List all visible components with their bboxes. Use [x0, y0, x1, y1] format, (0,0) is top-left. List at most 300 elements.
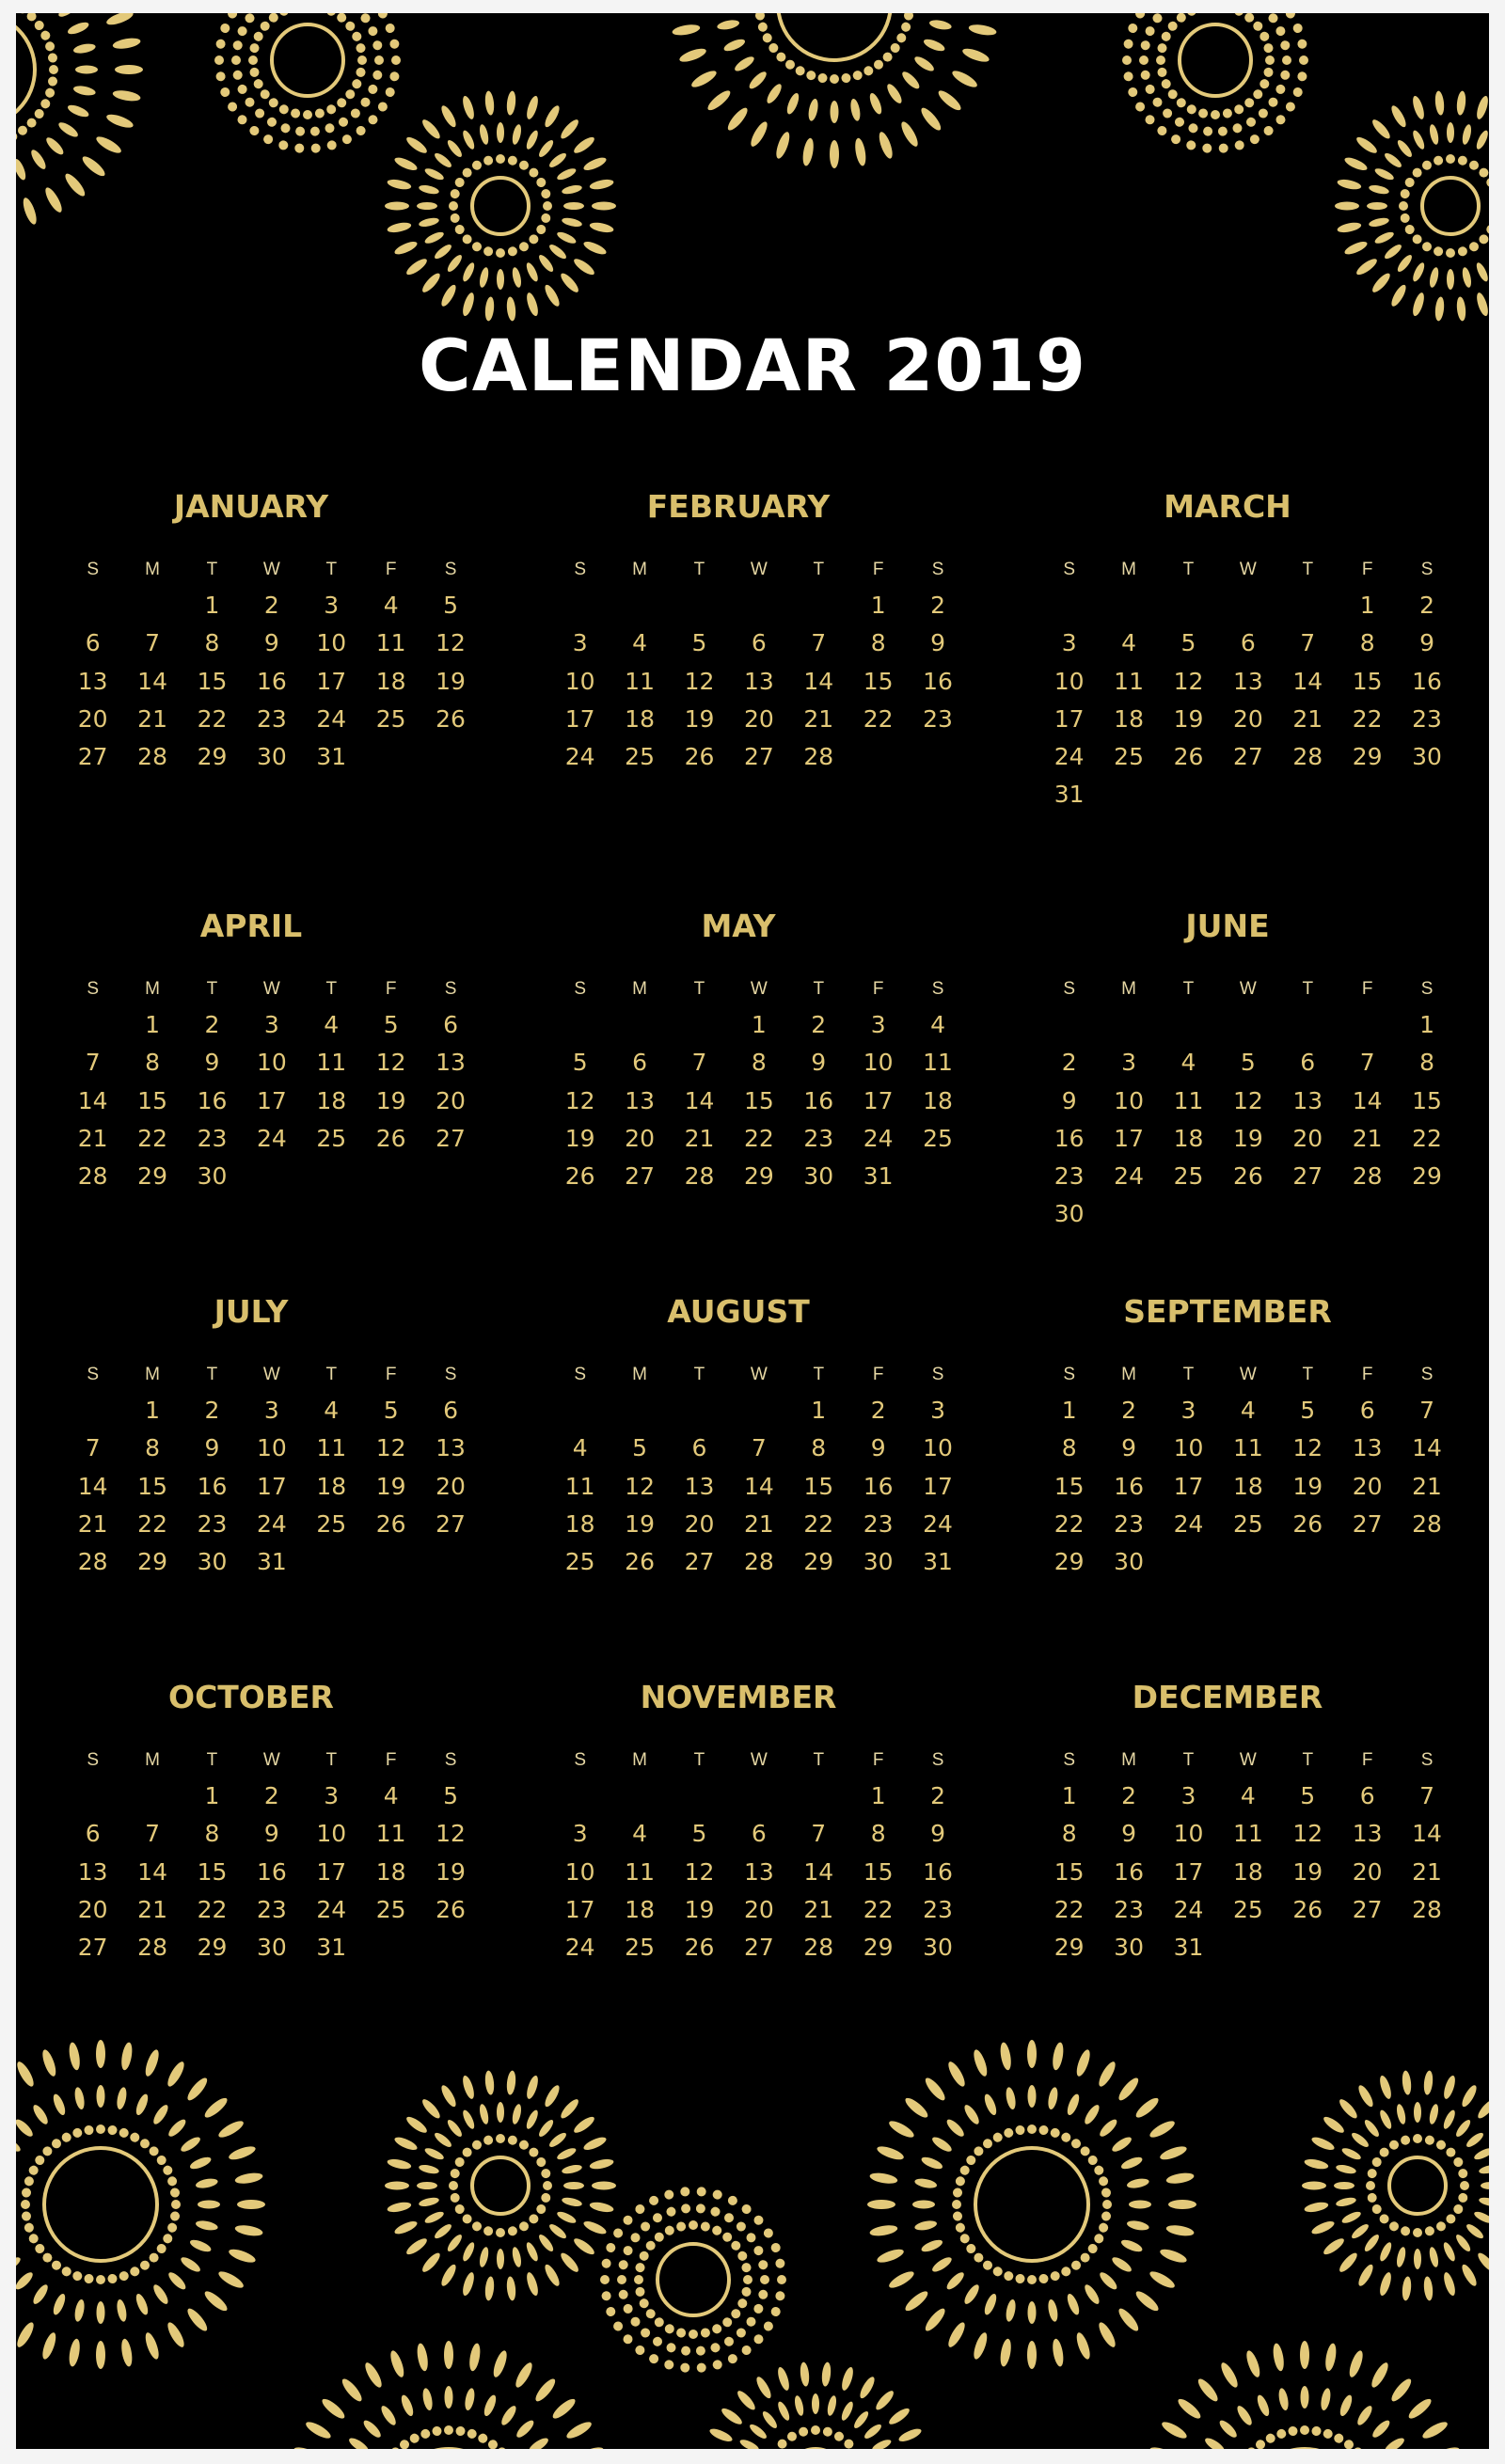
day-cell: 6	[1240, 629, 1256, 657]
day-cell: 17	[1173, 1857, 1204, 1886]
empty-cell	[610, 587, 669, 624]
day-cell: 14	[77, 1086, 108, 1114]
day-cell: 30	[1412, 743, 1442, 771]
day-cell: 20	[1232, 704, 1263, 733]
day-cell: 6	[632, 1049, 648, 1077]
day-cell: 26	[1292, 1509, 1323, 1538]
weekday-header: T	[206, 560, 218, 579]
day-cell: 30	[197, 1162, 228, 1191]
day-cell: 9	[263, 1820, 279, 1848]
weekday-header: M	[145, 560, 160, 579]
day-cell: 16	[197, 1472, 228, 1500]
day-grid	[550, 1358, 953, 1581]
day-cell: 8	[204, 629, 220, 657]
day-cell: 10	[1114, 1086, 1144, 1114]
day-cell: 12	[1173, 667, 1204, 695]
weekday-header: T	[813, 1750, 825, 1770]
day-cell: 14	[803, 667, 834, 695]
weekday-header: S	[87, 560, 100, 579]
day-cell: 9	[930, 629, 945, 657]
day-cell: 19	[375, 1472, 406, 1500]
empty-cell	[789, 1777, 848, 1815]
day-cell: 9	[930, 1820, 945, 1848]
day-cell: 4	[930, 1011, 945, 1038]
weekday-header: S	[931, 1750, 944, 1770]
month-september	[1039, 1288, 1442, 1576]
month-march	[1039, 483, 1442, 809]
day-cell: 16	[923, 1857, 953, 1886]
weekday-header: S	[574, 1750, 587, 1770]
month-august	[550, 1288, 953, 1576]
day-cell: 19	[375, 1086, 406, 1114]
day-cell: 28	[137, 1934, 167, 1962]
day-cell: 22	[863, 1895, 894, 1923]
day-cell: 10	[256, 1049, 287, 1077]
day-cell: 6	[1359, 1397, 1375, 1424]
weekday-header: T	[206, 1365, 218, 1384]
day-cell: 22	[197, 704, 228, 733]
month-april	[63, 903, 466, 1191]
weekday-header: T	[325, 979, 338, 999]
day-cell: 6	[751, 629, 767, 657]
day-cell: 10	[1054, 667, 1085, 695]
day-cell: 14	[743, 1472, 774, 1500]
day-cell: 7	[145, 1820, 161, 1848]
weekday-header: M	[145, 979, 160, 999]
day-cell: 23	[256, 1895, 287, 1923]
day-cell: 16	[1114, 1472, 1144, 1500]
weekday-header: S	[574, 979, 587, 999]
day-cell: 8	[1061, 1434, 1077, 1462]
day-cell: 22	[1352, 704, 1383, 733]
sunburst-ornament	[385, 90, 616, 322]
day-cell: 30	[1114, 1548, 1144, 1576]
day-cell: 1	[751, 1011, 767, 1038]
sunburst-ornament	[214, 13, 401, 153]
day-cell: 3	[870, 1011, 886, 1038]
day-cell: 12	[1292, 1820, 1323, 1848]
day-cell: 4	[324, 1397, 340, 1424]
day-cell: 11	[625, 667, 655, 695]
empty-cell	[670, 1777, 729, 1815]
weekday-header: S	[444, 1750, 457, 1770]
day-cell: 14	[803, 1857, 834, 1886]
day-cell: 13	[77, 667, 108, 695]
weekday-header: T	[693, 1365, 705, 1384]
day-cell: 1	[1359, 592, 1375, 619]
empty-cell	[670, 1392, 729, 1429]
day-cell: 27	[684, 1548, 715, 1576]
day-cell: 4	[1180, 1049, 1196, 1077]
day-cell: 23	[1412, 704, 1442, 733]
day-cell: 5	[632, 1434, 648, 1462]
day-cell: 3	[1180, 1782, 1196, 1809]
day-cell: 23	[863, 1509, 894, 1538]
day-cell: 9	[263, 629, 279, 657]
day-cell: 25	[1114, 743, 1144, 771]
day-cell: 8	[204, 1820, 220, 1848]
day-cell: 5	[443, 1782, 458, 1809]
day-cell: 18	[625, 1895, 655, 1923]
day-cell: 17	[564, 1895, 595, 1923]
empty-cell	[550, 1006, 610, 1044]
weekday-header: S	[1420, 1365, 1434, 1384]
day-cell: 28	[684, 1162, 715, 1191]
day-cell: 25	[316, 1509, 347, 1538]
day-cell: 19	[684, 1895, 715, 1923]
day-cell: 8	[751, 1049, 767, 1077]
month-name: JANUARY	[173, 488, 329, 525]
weekday-header: W	[262, 979, 280, 999]
day-cell: 29	[863, 1934, 894, 1962]
day-cell: 25	[375, 704, 406, 733]
day-cell: 22	[743, 1124, 774, 1152]
day-cell: 20	[625, 1124, 655, 1152]
day-cell: 19	[564, 1124, 595, 1152]
weekday-header: M	[632, 979, 647, 999]
day-cell: 26	[564, 1162, 595, 1191]
day-cell: 6	[443, 1397, 458, 1424]
day-cell: 19	[1292, 1472, 1323, 1500]
day-cell: 10	[1173, 1820, 1204, 1848]
empty-cell	[729, 1777, 788, 1815]
day-cell: 17	[1054, 704, 1085, 733]
day-cell: 20	[1352, 1857, 1383, 1886]
sunburst-ornament	[1335, 90, 1489, 322]
empty-cell	[1039, 1006, 1099, 1044]
day-cell: 7	[691, 1049, 707, 1077]
day-cell: 20	[743, 704, 774, 733]
day-cell: 27	[625, 1162, 655, 1191]
day-cell: 21	[1292, 704, 1323, 733]
day-cell: 22	[1412, 1124, 1442, 1152]
day-cell: 13	[1292, 1086, 1323, 1114]
day-cell: 16	[1114, 1857, 1144, 1886]
day-cell: 1	[1061, 1782, 1077, 1809]
day-cell: 17	[1173, 1472, 1204, 1500]
day-cell: 20	[77, 704, 108, 733]
empty-cell	[550, 587, 610, 624]
month-november	[550, 1674, 953, 1962]
day-cell: 20	[1352, 1472, 1383, 1500]
empty-cell	[1099, 587, 1158, 624]
day-cell: 17	[564, 704, 595, 733]
day-cell: 21	[803, 704, 834, 733]
weekday-header: W	[262, 1365, 280, 1384]
empty-cell	[63, 587, 122, 624]
day-cell: 20	[77, 1895, 108, 1923]
day-cell: 1	[811, 1397, 827, 1424]
day-cell: 9	[1061, 1086, 1077, 1114]
weekday-header: S	[87, 979, 100, 999]
day-grid	[1039, 972, 1442, 1234]
day-cell: 19	[1232, 1124, 1263, 1152]
day-cell: 4	[572, 1434, 588, 1462]
day-cell: 13	[77, 1857, 108, 1886]
day-grid	[63, 553, 466, 776]
day-cell: 30	[256, 1934, 287, 1962]
day-cell: 28	[1352, 1162, 1383, 1191]
day-cell: 22	[1054, 1509, 1085, 1538]
weekday-header: W	[1239, 560, 1257, 579]
weekday-header: S	[87, 1365, 100, 1384]
weekday-header: T	[1182, 979, 1195, 999]
day-cell: 2	[1121, 1782, 1137, 1809]
day-cell: 22	[1054, 1895, 1085, 1923]
day-cell: 15	[1412, 1086, 1442, 1114]
day-cell: 2	[870, 1397, 886, 1424]
day-cell: 21	[1412, 1857, 1442, 1886]
weekday-header: S	[1063, 979, 1076, 999]
day-cell: 28	[1412, 1895, 1442, 1923]
weekday-header: T	[1302, 1750, 1314, 1770]
day-cell: 26	[1232, 1162, 1263, 1191]
weekday-header: S	[1420, 1750, 1434, 1770]
weekday-header: F	[1361, 1365, 1373, 1384]
month-name: JULY	[214, 1293, 289, 1330]
day-cell: 8	[870, 629, 886, 657]
day-cell: 9	[811, 1049, 827, 1077]
day-cell: 15	[137, 1472, 167, 1500]
month-october	[63, 1674, 466, 1962]
day-cell: 5	[572, 1049, 588, 1077]
day-cell: 12	[684, 1857, 715, 1886]
sunburst-ornament	[16, 2040, 265, 2369]
day-cell: 21	[803, 1895, 834, 1923]
weekday-header: W	[262, 560, 280, 579]
day-cell: 14	[77, 1472, 108, 1500]
day-grid	[63, 1744, 466, 1966]
day-cell: 3	[263, 1397, 279, 1424]
day-cell: 1	[870, 1782, 886, 1809]
empty-cell	[610, 1392, 669, 1429]
day-cell: 8	[811, 1434, 827, 1462]
day-cell: 15	[743, 1086, 774, 1114]
sunburst-ornament	[1302, 2070, 1489, 2301]
day-cell: 6	[691, 1434, 707, 1462]
day-cell: 10	[316, 1820, 347, 1848]
day-cell: 5	[443, 592, 458, 619]
day-cell: 10	[316, 629, 347, 657]
day-cell: 24	[316, 704, 347, 733]
weekday-header: F	[872, 560, 884, 579]
weekday-header: W	[1239, 979, 1257, 999]
day-cell: 16	[923, 667, 953, 695]
weekday-header: S	[1063, 1365, 1076, 1384]
day-cell: 31	[316, 1934, 347, 1962]
empty-cell	[610, 1777, 669, 1815]
day-cell: 9	[1419, 629, 1434, 657]
weekday-header: S	[574, 560, 587, 579]
day-cell: 2	[811, 1011, 827, 1038]
day-cell: 18	[1114, 704, 1144, 733]
day-cell: 18	[1232, 1472, 1263, 1500]
calendar-sheet	[16, 13, 1489, 2449]
day-cell: 18	[923, 1086, 953, 1114]
day-cell: 27	[77, 743, 108, 771]
weekday-header: W	[1239, 1750, 1257, 1770]
empty-cell	[63, 1392, 122, 1429]
day-cell: 28	[1412, 1509, 1442, 1538]
day-cell: 5	[383, 1397, 399, 1424]
day-grid	[550, 972, 953, 1195]
day-cell: 30	[1054, 1200, 1085, 1228]
month-name: APRIL	[199, 908, 303, 944]
weekday-header: T	[1302, 979, 1314, 999]
day-cell: 30	[1114, 1934, 1144, 1962]
day-cell: 19	[684, 704, 715, 733]
day-cell: 16	[863, 1472, 894, 1500]
weekday-header: F	[1361, 560, 1373, 579]
day-cell: 18	[316, 1472, 347, 1500]
sunburst-ornament	[1122, 13, 1308, 153]
day-cell: 1	[870, 592, 886, 619]
empty-cell	[1278, 587, 1338, 624]
day-cell: 13	[625, 1086, 655, 1114]
day-cell: 18	[316, 1086, 347, 1114]
day-cell: 18	[1173, 1124, 1204, 1152]
empty-cell	[1338, 1006, 1397, 1044]
day-cell: 3	[324, 1782, 340, 1809]
empty-cell	[789, 587, 848, 624]
day-cell: 31	[923, 1548, 953, 1576]
sunburst-ornament	[16, 13, 143, 234]
day-cell: 24	[564, 743, 595, 771]
day-cell: 4	[324, 1011, 340, 1038]
day-cell: 2	[930, 592, 945, 619]
day-cell: 25	[923, 1124, 953, 1152]
day-cell: 29	[1412, 1162, 1442, 1191]
day-cell: 11	[923, 1049, 953, 1077]
day-cell: 14	[684, 1086, 715, 1114]
day-cell: 11	[1232, 1820, 1263, 1848]
day-cell: 24	[1173, 1895, 1204, 1923]
day-cell: 20	[1292, 1124, 1323, 1152]
day-cell: 17	[316, 1857, 347, 1886]
month-name: NOVEMBER	[640, 1679, 837, 1715]
day-cell: 19	[436, 667, 466, 695]
day-cell: 18	[564, 1509, 595, 1538]
weekday-header: S	[931, 1365, 944, 1384]
weekday-header: T	[813, 1365, 825, 1384]
day-cell: 13	[684, 1472, 715, 1500]
day-cell: 28	[77, 1162, 108, 1191]
day-cell: 5	[1300, 1782, 1316, 1809]
day-cell: 1	[204, 1782, 220, 1809]
day-cell: 21	[743, 1509, 774, 1538]
day-cell: 19	[1292, 1857, 1323, 1886]
day-cell: 27	[743, 1934, 774, 1962]
day-cell: 29	[137, 1548, 167, 1576]
day-cell: 15	[863, 667, 894, 695]
day-cell: 19	[436, 1857, 466, 1886]
day-cell: 3	[930, 1397, 945, 1424]
day-cell: 11	[375, 629, 406, 657]
day-cell: 16	[256, 1857, 287, 1886]
day-cell: 29	[743, 1162, 774, 1191]
day-cell: 27	[1232, 743, 1263, 771]
day-cell: 21	[137, 704, 167, 733]
day-cell: 20	[436, 1472, 466, 1500]
day-cell: 14	[137, 667, 167, 695]
day-cell: 15	[803, 1472, 834, 1500]
empty-cell	[1218, 587, 1277, 624]
day-cell: 12	[1292, 1434, 1323, 1462]
day-cell: 14	[137, 1857, 167, 1886]
weekday-header: M	[145, 1365, 160, 1384]
month-july	[63, 1288, 466, 1576]
day-cell: 4	[632, 629, 648, 657]
day-cell: 23	[923, 1895, 953, 1923]
day-cell: 18	[1232, 1857, 1263, 1886]
day-cell: 14	[1412, 1820, 1442, 1848]
day-cell: 4	[1121, 629, 1137, 657]
empty-cell	[1039, 587, 1099, 624]
day-cell: 18	[375, 1857, 406, 1886]
weekday-header: T	[693, 560, 705, 579]
month-name: AUGUST	[667, 1293, 810, 1330]
empty-cell	[122, 1777, 182, 1815]
day-cell: 17	[316, 667, 347, 695]
day-cell: 29	[197, 1934, 228, 1962]
day-cell: 12	[1232, 1086, 1263, 1114]
day-cell: 24	[564, 1934, 595, 1962]
weekday-header: S	[444, 560, 457, 579]
weekday-header: M	[145, 1750, 160, 1770]
day-cell: 21	[137, 1895, 167, 1923]
day-cell: 6	[1300, 1049, 1316, 1077]
day-cell: 8	[145, 1434, 161, 1462]
day-grid	[550, 1744, 953, 1966]
empty-cell	[63, 1777, 122, 1815]
empty-cell	[1278, 1006, 1338, 1044]
day-cell: 13	[1352, 1434, 1383, 1462]
weekday-header: S	[574, 1365, 587, 1384]
month-january	[63, 483, 466, 771]
day-cell: 15	[197, 667, 228, 695]
day-cell: 12	[625, 1472, 655, 1500]
empty-cell	[1159, 1006, 1218, 1044]
month-name: MARCH	[1164, 488, 1291, 525]
day-cell: 8	[1359, 629, 1375, 657]
day-cell: 28	[803, 743, 834, 771]
day-cell: 6	[85, 1820, 101, 1848]
weekday-header: F	[385, 1750, 397, 1770]
day-cell: 24	[256, 1509, 287, 1538]
day-cell: 7	[1359, 1049, 1375, 1077]
day-cell: 24	[1173, 1509, 1204, 1538]
day-cell: 5	[1180, 629, 1196, 657]
empty-cell	[670, 1006, 729, 1044]
day-cell: 7	[1300, 629, 1316, 657]
day-cell: 2	[263, 592, 279, 619]
day-cell: 23	[197, 1124, 228, 1152]
day-cell: 11	[316, 1049, 347, 1077]
day-cell: 4	[1240, 1782, 1256, 1809]
day-cell: 5	[383, 1011, 399, 1038]
day-cell: 16	[1054, 1124, 1085, 1152]
day-cell: 15	[863, 1857, 894, 1886]
day-cell: 3	[324, 592, 340, 619]
day-cell: 9	[870, 1434, 886, 1462]
day-cell: 31	[316, 743, 347, 771]
day-cell: 7	[85, 1049, 101, 1077]
day-cell: 6	[1359, 1782, 1375, 1809]
day-cell: 2	[263, 1782, 279, 1809]
weekday-header: F	[385, 560, 397, 579]
day-cell: 8	[1419, 1049, 1434, 1077]
weekday-header: M	[1121, 1365, 1136, 1384]
